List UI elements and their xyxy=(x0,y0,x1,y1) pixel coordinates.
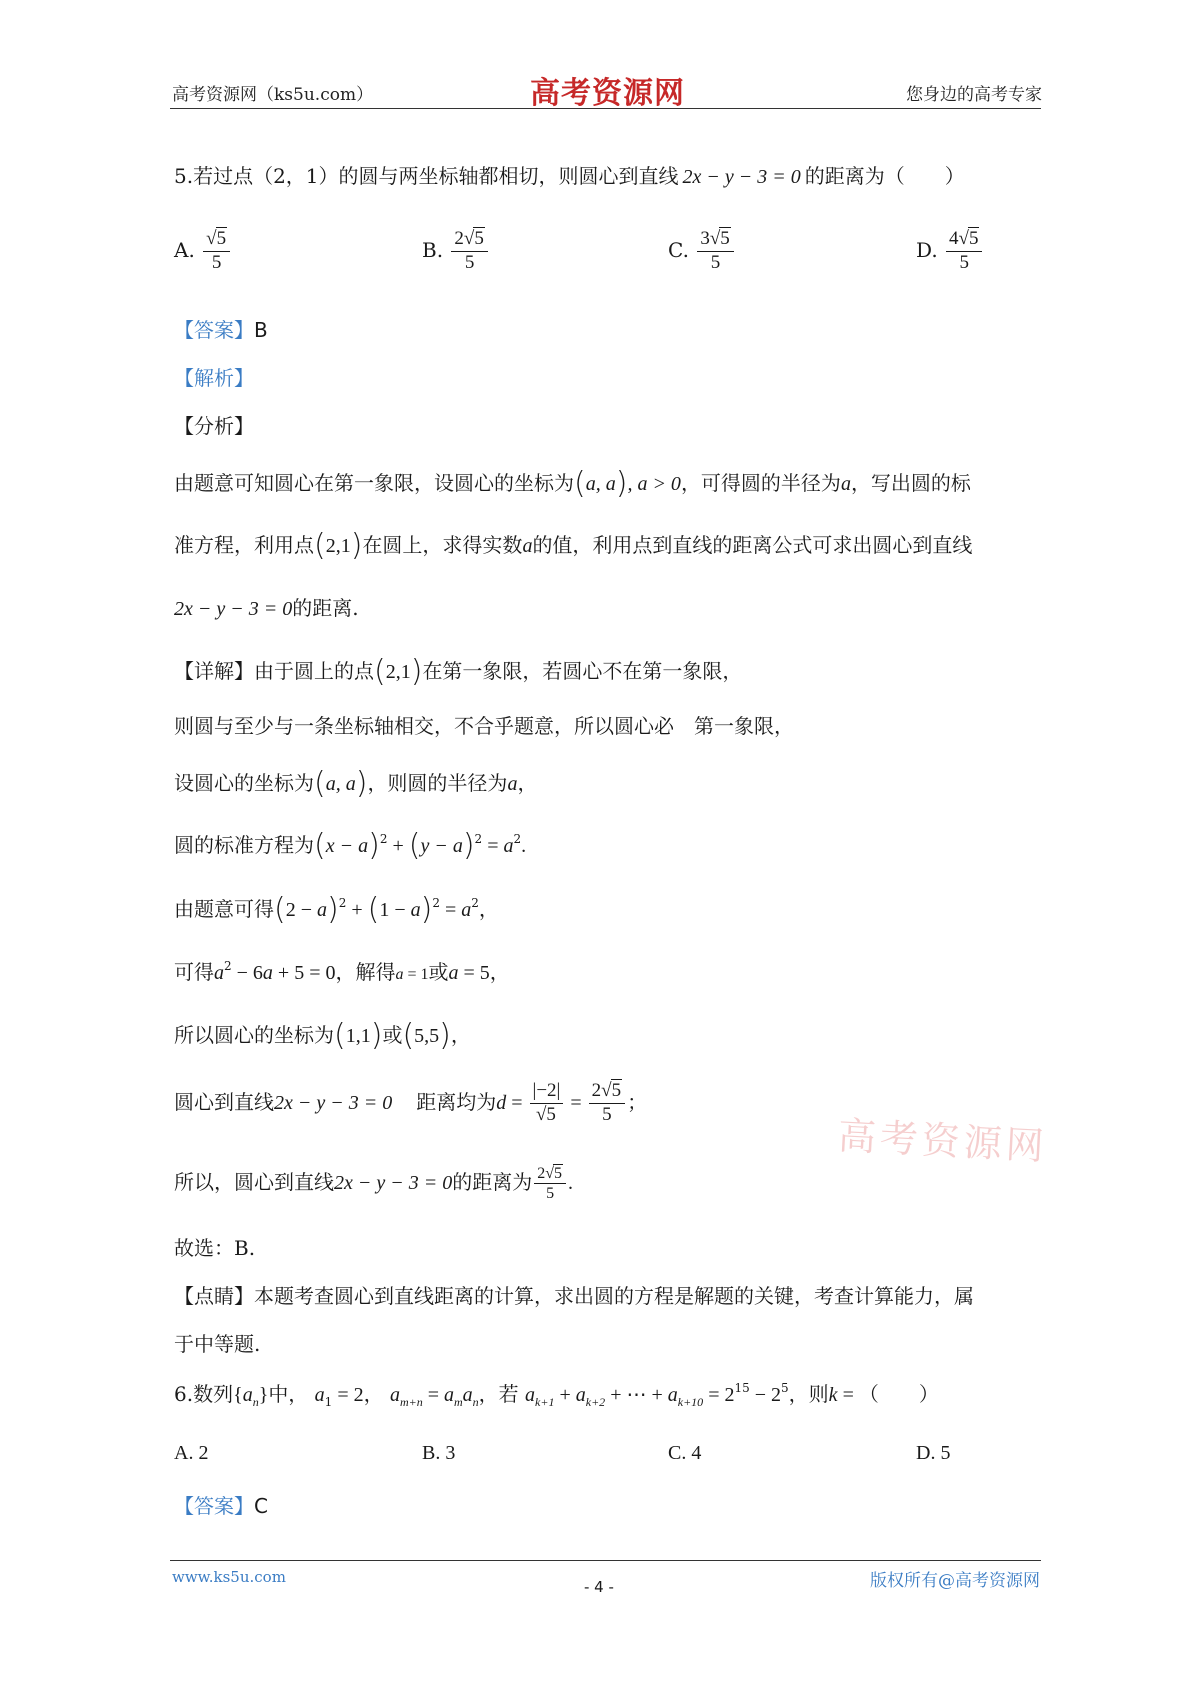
footer-rule xyxy=(170,1560,1041,1561)
header-left: 高考资源网（ks5u.com） xyxy=(172,85,374,105)
q5-option-c: C. $\frac{3√5}{5}$ xyxy=(668,228,736,275)
dianjing-line-1: 【点睛】本题考查圆心到直线距离的计算，求出圆的方程是解题的关键，考查计算能力，属 xyxy=(174,1284,974,1308)
xiangjie-line-6: 可得$a^2 - 6a + 5 = 0$，解得a = 1或a = 5， xyxy=(174,959,510,984)
dianjing-line-2: 于中等题. xyxy=(174,1332,261,1356)
xiangjie-line-1: 【详解】由于圆上的点(2,1)在第一象限，若圆心不在第一象限， xyxy=(174,654,743,689)
xiangjie-line-2: 则圆与至少与一条坐标轴相交，不合乎题意，所以圆心必 第一象限， xyxy=(174,714,794,738)
q5-option-a: A. $\frac{√5}{5}$ xyxy=(174,228,232,275)
xiangjie-line-3: 设圆心的坐标为(a, a)，则圆的半径为a， xyxy=(174,766,538,801)
q6-stem: 6.数列$\{a_n\}$中， $a_1 = 2$， $a_{m+n} = a_ma_n$，若 $a_{k+1} + a_{k+2}$ + ⋯ + $a_{k+10} = 2^{15} - 2^5$，则k = （ ） xyxy=(174,1381,939,1409)
header-right: 您身边的高考专家 xyxy=(906,85,1042,105)
q6-option-d: D. 5 xyxy=(916,1442,951,1464)
xiangjie-line-8: 圆心到直线2x − y − 3 = 0 距离均为d = $\frac{|-2|}{√5}$ = $\frac{2√5}{5}$ ； xyxy=(174,1080,648,1125)
fenxi-line-3: 2x − y − 3 = 0的距离. xyxy=(174,596,359,620)
q5-option-d: D. $\frac{4√5}{5}$ xyxy=(916,228,984,275)
footer-copyright: 版权所有@高考资源网 xyxy=(870,1571,1040,1591)
fenxi-line-2: 准方程，利用点(2,1)在圆上，求得实数a的值，利用点到直线的距离公式可求出圆心到直线 xyxy=(174,528,973,563)
q6-option-c: C. 4 xyxy=(668,1442,702,1464)
xiangjie-line-7: 所以圆心的坐标为(1,1)或(5,5)， xyxy=(174,1018,471,1053)
footer-link[interactable]: www.ks5u.com xyxy=(172,1568,286,1586)
q6-answer: 【答案】C xyxy=(174,1494,268,1518)
xiangjie-line-10: 故选：B. xyxy=(174,1236,256,1260)
q6-option-a: A. 2 xyxy=(174,1442,209,1464)
header-rule xyxy=(170,108,1041,109)
xiangjie-line-4: 圆的标准方程为$(x - a)^2 + (y - a)^2 = a^2$. xyxy=(174,828,527,863)
xiangjie-line-9: 所以，圆心到直线2x − y − 3 = 0的距离为 $\frac{2√5}{5}$ . xyxy=(174,1165,574,1203)
page-number: - 4 - xyxy=(584,1578,614,1596)
q5-option-b: B. $\frac{2√5}{5}$ xyxy=(422,228,490,275)
watermark: 高考资源网 xyxy=(836,1113,1049,1169)
q5-answer: 【答案】B xyxy=(174,318,268,342)
header-logo: 高考资源网 xyxy=(530,76,685,111)
fenxi-line-1: 由题意可知圆心在第一象限，设圆心的坐标为(a, a), a > 0，可得圆的半径为a，写出圆的标 xyxy=(174,466,971,501)
q5-analysis-tag: 【解析】 xyxy=(174,366,254,390)
q5-stem: 5.若过点（2，1）的圆与两坐标轴都相切，则圆心到直线 2x − y − 3 = 0 的距离为（ ） xyxy=(174,164,965,188)
q5-fenxi-tag: 【分析】 xyxy=(174,414,254,438)
q6-option-b: B. 3 xyxy=(422,1442,456,1464)
xiangjie-line-5: 由题意可得$(2 - a)^2 + (1 - a)^2 = a^2$， xyxy=(174,892,499,927)
